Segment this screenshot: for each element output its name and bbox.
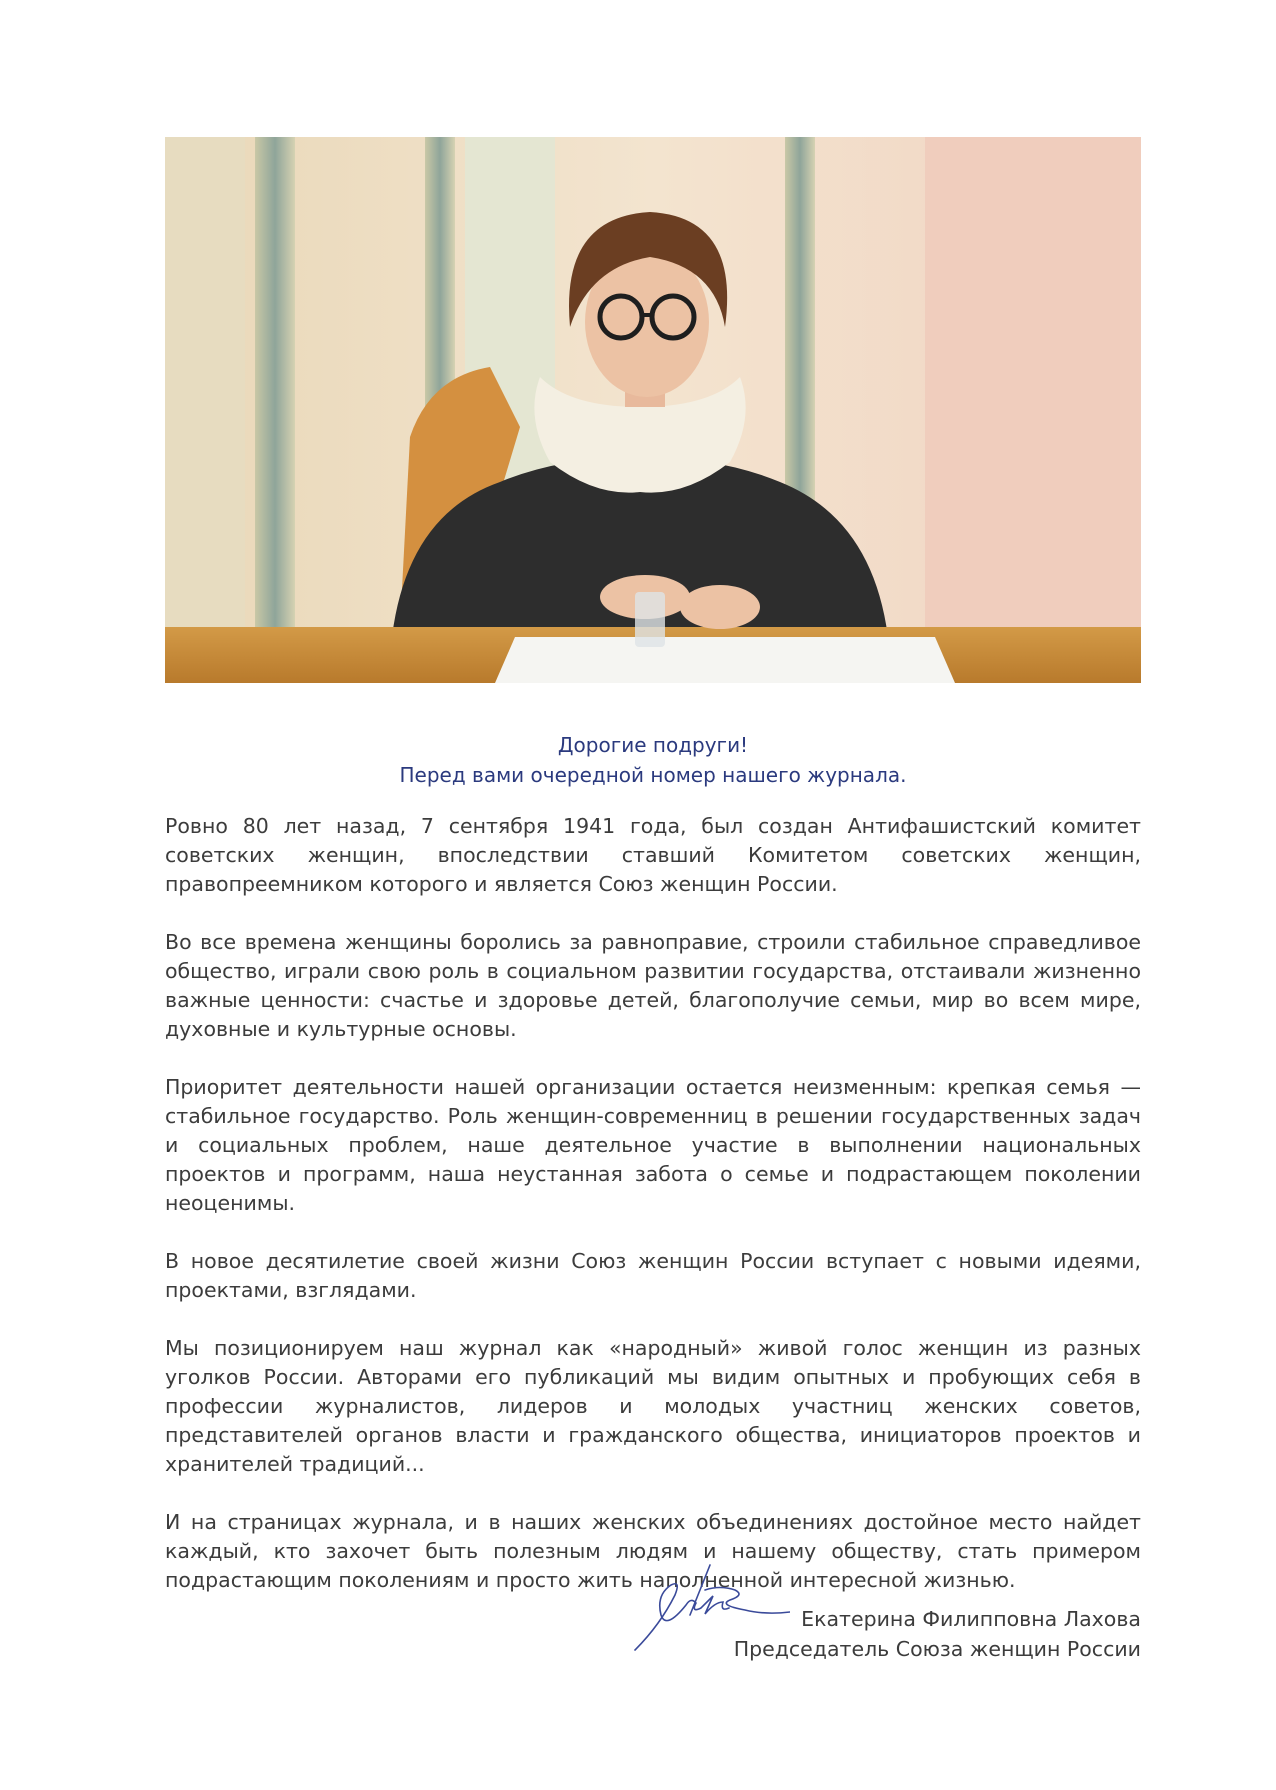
letter-body	[165, 812, 1141, 1624]
portrait-photo	[165, 137, 1141, 683]
greeting	[165, 730, 1141, 790]
paragraph: Мы позиционируем наш журнал как «народный» живой голос женщин из разных уголков России. Авторами его публикаций мы видим опытных и пробующих себя в профессии журналистов, лидеров и молодых участниц женских советов, представителей органов власти и гражданского общества, инициаторов проектов и хранителей традиций...	[165, 1336, 1141, 1476]
signer-title: Председатель Союза женщин России	[733, 1637, 1141, 1661]
paragraph: Ровно 80 лет назад, 7 сентября 1941 года, был создан Антифашистский комитет советских женщин, впоследствии ставший Комитетом советских женщин, правопреемником которого и является Союз женщин России.	[165, 814, 1141, 896]
greeting-line-2: Перед вами очередной номер нашего журнала.	[399, 763, 907, 787]
paragraph: В новое десятилетие своей жизни Союз женщин России вступает с новыми идеями, проектами, взглядами.	[165, 1249, 1141, 1302]
signer-name: Екатерина Филипповна Лахова	[801, 1607, 1141, 1631]
paragraph: И на страницах журнала, и в наших женских объединениях достойное место найдет каждый, кто захочет быть полезным людям и нашему обществу, стать примером подрастающим поколениям и просто жить наполненной интересной жизнью.	[165, 1510, 1141, 1592]
paragraph: Приоритет деятельности нашей организации остается неизменным: крепкая семья — стабильное государство. Роль женщин-современниц в решении государственных задач и социальных проблем, наше деятельное участие в выполнении национальных проектов и программ, наша неустанная забота о семье и подрастающем поколении неоценимы.	[165, 1075, 1141, 1215]
paragraph: Во все времена женщины боролись за равноправие, строили стабильное справедливое общество, играли свою роль в социальном развитии государства, отстаивали жизненно важные ценности: счастье и здоровье детей, благополучие семьи, мир во всем мире, духовные и культурные основы.	[165, 930, 1141, 1041]
signer-block	[734, 1604, 1141, 1664]
greeting-line-1: Дорогие подруги!	[557, 733, 749, 757]
